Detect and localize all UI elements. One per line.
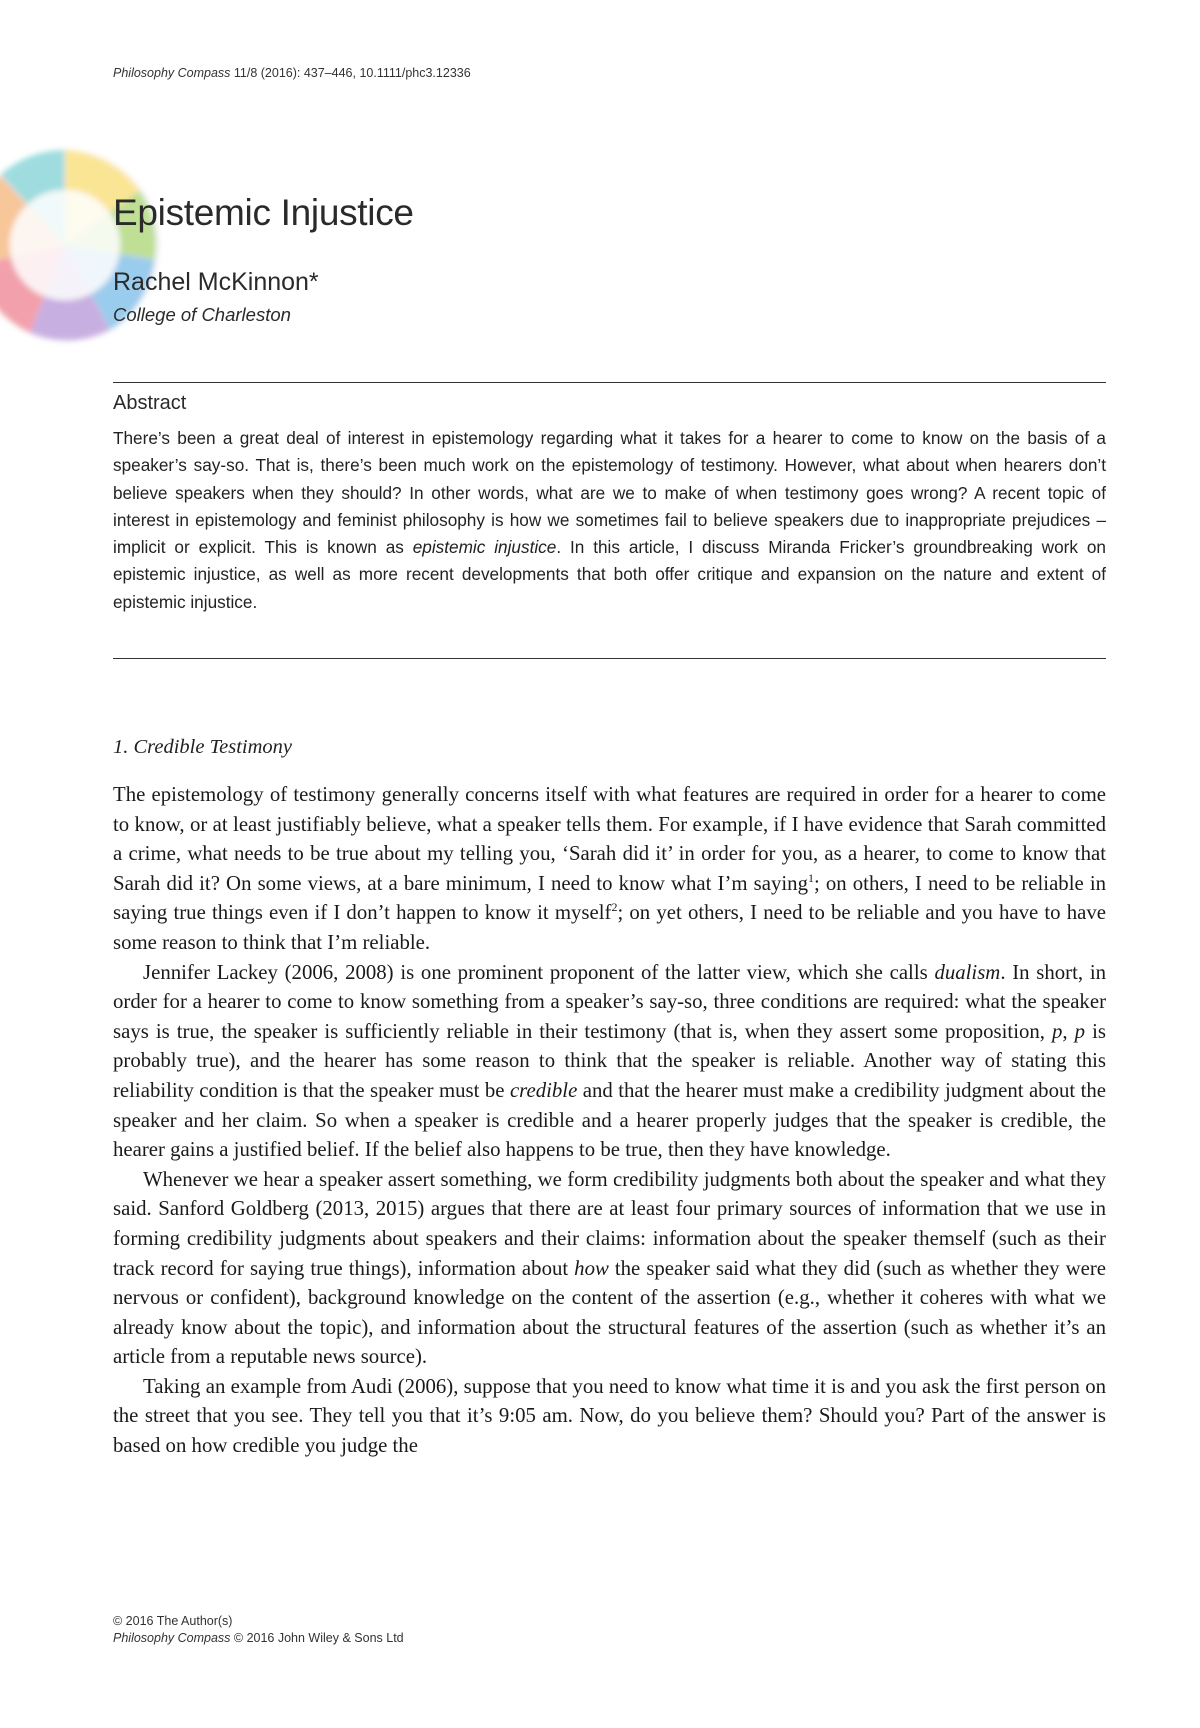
paragraph-4: Taking an example from Audi (2006), suppose that you need to know what time it is and you ask the first person on the street that you see. They tell you that it’s 9:05 am. Now, do you believe them? Should you? Part of the answer is based on how credible you judge the — [113, 1374, 1106, 1458]
p3-term-how: how — [574, 1256, 609, 1280]
p2-term-dualism: dualism — [934, 960, 1001, 984]
author-name: Rachel McKinnon* — [113, 268, 319, 296]
p1-part-b: ; on others, I need to be reliable in saying true things even if I don’t happen to know it myself — [113, 871, 1106, 925]
p1-part-a: The epistemology of testimony generally concerns itself with what features are required in order for a hearer to come to know, or at least justifiably believe, what a speaker tells them. For example, if I have evidence that Sarah committed a crime, what needs to be true about my telling you, ‘Sarah did it’ in order for you, as a hearer, to come to know that Sarah did it? On some views, at a bare minimum, I need to know what I’m saying — [113, 783, 1106, 895]
p2-part-c: is probably true), and the hearer has some reason to think that the speaker is reliable. Another way of stating this reliability condition is that the speaker must be — [113, 1019, 1106, 1102]
p2-var-p-2: p — [1074, 1019, 1086, 1043]
abstract-term: epistemic injustice — [412, 537, 557, 558]
running-head-citation: 11/8 (2016): 437–446, 10.1111/phc3.12336 — [230, 66, 471, 80]
footnote-ref-2[interactable]: 2 — [611, 900, 618, 915]
abstract-text — [113, 425, 1106, 616]
paragraph-3 — [113, 1165, 1106, 1372]
copyright-line-1: © 2016 The Author(s) — [113, 1614, 233, 1628]
abstract-bottom-rule — [113, 658, 1106, 659]
abstract-top-rule — [113, 382, 1106, 383]
abstract-text-part-1: There’s been a great deal of interest in epistemology regarding what it takes for a hearer to come to know on the basis of a speaker’s say-so. That is, there’s been much work on the epistemology of testimony. However, what about when hearers don’t believe speakers when they should? In other words, what are we to make of when testimony goes wrong? A recent topic of interest in epistemology and feminist philosophy is how we sometimes fail to believe speakers due to inappropriate prejudices – implicit or explicit. This is known as — [113, 428, 1106, 558]
footer-publisher: © 2016 John Wiley & Sons Ltd — [230, 1631, 404, 1645]
abstract-heading: Abstract — [113, 392, 187, 414]
section-heading: 1. Credible Testimony — [113, 736, 292, 758]
p2-term-credible: credible — [509, 1078, 578, 1102]
running-head — [113, 66, 471, 80]
paragraph-1 — [113, 780, 1106, 958]
p2-part-b: . In short, in order for a hearer to come to know something from a speaker’s say-so, three conditions are required: what the speaker says is true, the speaker is sufficiently reliable in their testimony (that is, when they assert some proposition, — [113, 960, 1106, 1043]
footnote-ref-1[interactable]: 1 — [807, 870, 814, 885]
abstract-text-part-2: . In this article, I discuss Miranda Fricker’s groundbreaking work on epistemic injustice, as well as more recent developments that both offer critique and expansion on the nature and extent of epistemic injustice. — [113, 537, 1106, 612]
copyright-line-2 — [113, 1630, 404, 1647]
p3-part-b: the speaker said what they did (such as whether they were nervous or confident), background knowledge on the content of the assertion (e.g., whether it coheres with what we already know about the topic), and information about the structural features of the assertion (such as whether it’s an article from a reputable news source). — [113, 1256, 1106, 1369]
p2-part-d: and that the hearer must make a credibility judgment about the speaker and her claim. So when a speaker is credible and a hearer properly judges that the speaker is credible, the hearer gains a justified belief. If the belief also happens to be true, then they have knowledge. — [113, 1078, 1106, 1162]
footer-journal: Philosophy Compass — [113, 1631, 231, 1645]
running-head-journal: Philosophy Compass — [113, 66, 231, 80]
body-text — [113, 780, 1106, 1461]
p2-var-p: p — [1052, 1019, 1063, 1043]
journal-logo-icon — [0, 95, 210, 395]
author-affiliation: College of Charleston — [113, 304, 291, 325]
p1-part-c: ; on yet others, I need to be reliable and you have to have some reason to think that I’m reliable. — [113, 901, 1106, 954]
page-footer — [113, 1613, 404, 1647]
p2-part-a: Jennifer Lackey (2006, 2008) is one prominent proponent of the latter view, which she calls — [143, 960, 935, 984]
article-title: Epistemic Injustice — [113, 192, 414, 233]
p3-part-a: Whenever we hear a speaker assert something, we form credibility judgments both about the speaker and what they said. Sanford Goldberg (2013, 2015) argues that there are at least four primary sources of information that we use in forming credibility judgments about speakers and their claims: information about the speaker themself (such as their track record for saying true things), information about — [113, 1167, 1106, 1280]
p2-comma: , — [1062, 1019, 1075, 1043]
paragraph-2 — [113, 958, 1106, 1165]
